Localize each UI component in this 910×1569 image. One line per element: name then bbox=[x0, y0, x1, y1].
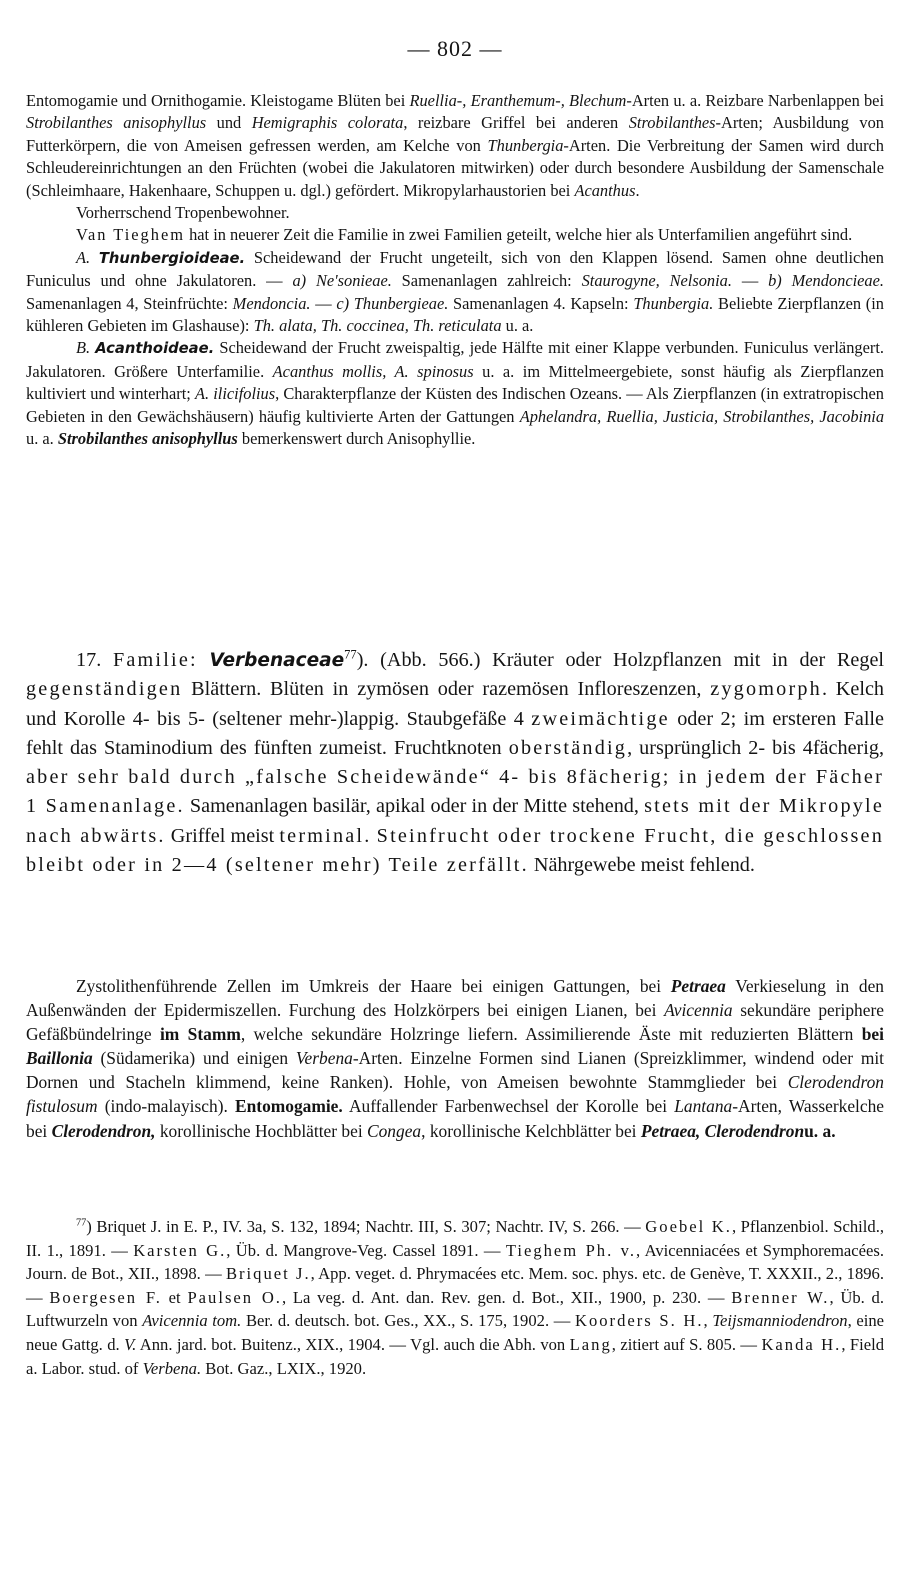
paragraph-verbenaceae-description: 17. Familie: Verbenaceae$^{77}$). (Abb. 566.) Kräuter oder Holzpflanzen mit in der Regel gegenständigen Blättern. Blüten in zymösen oder razemösen Infloreszenzen, zygomorph. Kelch und Korolle 4- bis 5- (seltener mehr-)lappig. Staubgefäße 4 zweimächtige oder 2; im ersteren Falle fehlt das Staminodium des fünften zumeist. Fruchtknoten oberständig, ursprünglich 2- bis 4fächerig, aber sehr bald durch „falsche Scheidewände“ 4- bis 8fächerig; in jedem der Fächer 1 Samenanlage. Samenanlagen basilär, apikal oder in der Mitte stehend, stets mit der Mikropyle nach abwärts. Griffel meist terminal. Steinfrucht oder trockene Frucht, die geschlossen bleibt oder in 2—4 (seltener mehr) Teile zerfällt. Nährgewebe meist fehlend. bbox=[26, 647, 885, 877]
footnote-77 bbox=[26, 1215, 884, 1380]
paragraph-distribution: Vorherrschend Tropenbewohner. bbox=[76, 203, 290, 223]
page-number: — 802 — bbox=[407, 36, 503, 61]
footnote-references: $^{77}$) Briquet J. in E. P., IV. 3a, S. 132, 1894; Nachtr. III, S. 307; Nachtr. IV, S. 266. — Goebel K., Pflanzenbiol. Schild., II. 1., 1891. — Karsten G., Üb. d. Mangrove-Veg. Cassel 1891. — Tieghem Ph. v., Avicenniacées et Symphoremacées. Journ. de Bot., XII., 1898. — Briquet J., App. veget. d. Phrymacées etc. Mem. soc. phys. etc. de Genève, T. XXXII., 2., 1896. — Boergesen F. et Paulsen O., La veg. d. Ant. dan. Rev. gen. d. Bot., XII., 1900, p. 230. — Brenner W., Üb. d. Luftwurzeln von Avicennia tom. Ber. d. deutsch. bot. Ges., XX., S. 175, 1902. — Koorders S. H., Teijsmanniodendron, eine neue Gattg. d. V. Ann. jard. bot. Buitenz., XIX., 1904. — Vgl. auch die Abh. von Lang, zitiert auf S. 805. — Kanda H., Field a. Labor. stud. of Verbena. Bot. Gaz., LXIX., 1920. bbox=[26, 1217, 885, 1378]
paragraph-thunbergioideae: A. Thunbergioideae. Scheidewand der Frucht ungeteilt, sich von den Klappen lösend. Samen ohne deutlichen Funiculus und ohne Jakulatoren. — a) Ne'sonieae. Samenanlagen zahlreich: Staurogyne, Nelsonia. — b) Mendoncieae. Samenanlagen 4, Steinfrüchte: Mendoncia. — c) Thunbergieae. Samenanlagen 4. Kapseln: Thunbergia. Beliebte Zierpflanzen (in kühleren Gebieten im Glashause): Th. alata, Th. coccinea, Th. reticulata u. a. bbox=[26, 247, 884, 336]
verbenaceae-details bbox=[26, 974, 884, 1143]
verbenaceae-family-heading bbox=[26, 646, 884, 880]
acanthaceae-section bbox=[26, 90, 884, 451]
paragraph-pollination: Entomogamie und Ornithogamie. Kleistogame Blüten bei Ruellia-, Eranthemum-, Blechum-Arten u. a. Reizbare Narbenlappen bei Strobilanthes anisophyllus und Hemigraphis colorata, reizbare Griffel bei anderen Strobilanthes-Arten; Ausbildung von Futterkörpern, die von Ameisen gefressen werden, am Kelche von Thunbergia-Arten. Die Verbreitung der Samen wird durch Schleudereinrichtungen an den Früchten (wobei die Jakulatoren mitwirken) oder durch besondere Ausbildung der Samenschale (Schleimhaare, Hakenhaare, Schuppen u. dgl.) gefördert. Mikropylarhaustorien bei Acanthus. bbox=[26, 91, 885, 200]
paragraph-verbenaceae-anatomy: Zystolithenführende Zellen im Umkreis der Haare bei einigen Gattungen, bei Petraea Verkieselung in den Außenwänden der Epidermiszellen. Furchung des Holzkörpers bei einigen Lianen, bei Avicennia sekundäre periphere Gefäßbündelringe im Stamm, welche sekundäre Holzringe liefern. Assimilierende Äste mit reduzierten Blättern bei Baillonia (Südamerika) und einigen Verbena-Arten. Einzelne Formen sind Lianen (Spreizklimmer, windend oder mit Dornen und Stacheln klimmend, keine Ranken). Hohle, von Ameisen bewohnte Stammglieder bei Clerodendron fistulosum (indo-malayisch). Entomogamie. Auffallender Farbenwechsel der Korolle bei Lantana-Arten, Wasserkelche bei Clerodendron, korollinische Hochblätter bei Congea, korollinische Kelchblätter bei Petraea, Clerodendronu. a. bbox=[26, 976, 885, 1141]
paragraph-van-tieghem: Van Tieghem hat in neuerer Zeit die Familie in zwei Familien geteilt, welche hier als Unterfamilien angeführt sind. bbox=[76, 225, 853, 245]
paragraph-acanthoideae: B. Acanthoideae. Scheidewand der Frucht zweispaltig, jede Hälfte mit einer Klappe verbunden. Funiculus verlängert. Jakulatoren. Größere Unterfamilie. Acanthus mollis, A. spinosus u. a. im Mittelmeergebiete, sonst häufig als Zierpflanzen kultiviert und winterhart; A. ilicifolius, Charakterpflanze der Küsten des Indischen Ozeans. — Als Zierpflanzen (in extratropischen Gebieten in den Gewächshäusern) häufig kultivierte Arten der Gattungen Aphelandra, Ruellia, Justicia, Strobilanthes, Jacobinia u. a. Strobilanthes anisophyllus bemerkenswert durch Anisophyllie. bbox=[26, 338, 885, 449]
